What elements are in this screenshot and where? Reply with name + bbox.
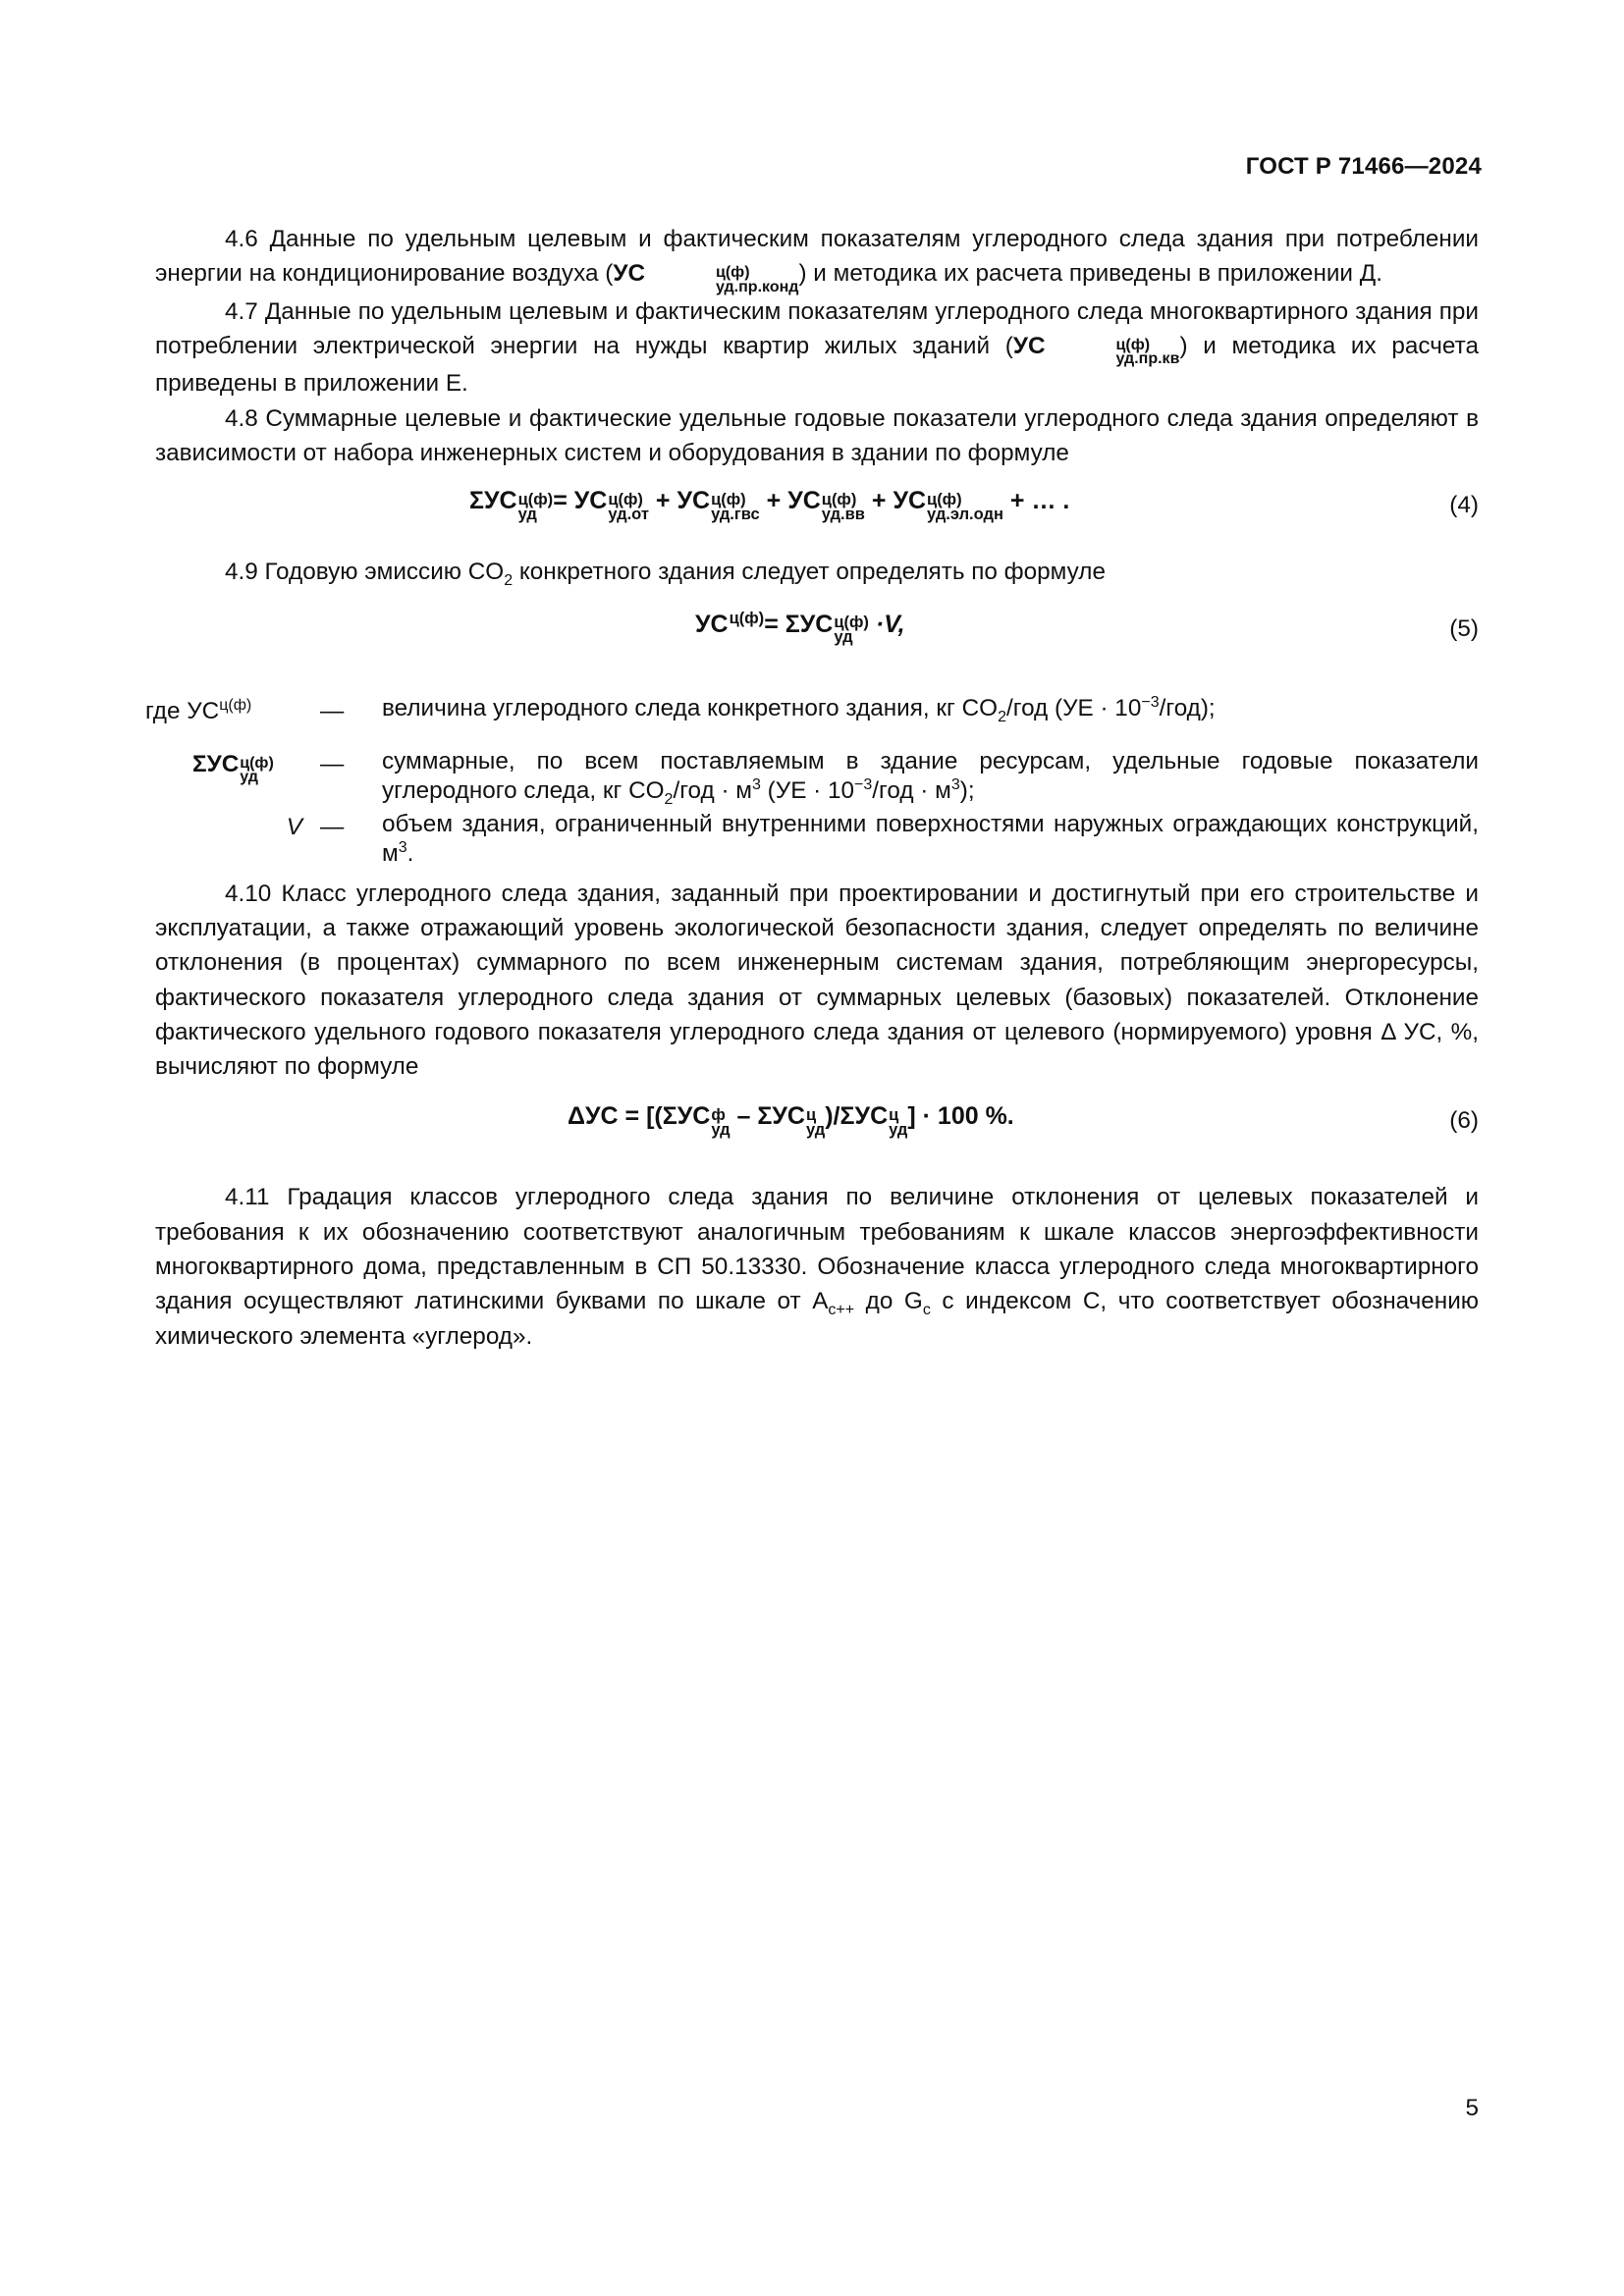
paragraph-4-7	[155, 294, 1479, 401]
formula-5	[155, 608, 1479, 659]
definition-dash: —	[320, 750, 345, 777]
formula-5-number: (5)	[1449, 614, 1479, 642]
formula-6	[155, 1099, 1479, 1150]
formula-6-number: (6)	[1449, 1107, 1479, 1135]
definition-row	[155, 747, 1479, 806]
formula-4-number: (4)	[1449, 492, 1479, 519]
definition-row	[155, 810, 1479, 869]
definition-text: суммарные, по всем поставляемым в здание ресурсам, удельные годовые показатели углеродного следа, кг $CO_2$/год · $м^3$ ($УЕ \cdot 10^{-3}$/год · $м^3$);	[382, 747, 1479, 808]
p47-text-b: ) и методика их расчета приведены в приложении Е.	[155, 333, 1479, 398]
definition-symbol: где $УС^{ц(ф)}$	[145, 695, 252, 724]
definition-text: величина углеродного следа конкретного здания, кг $CO_2$/год $(УЕ \cdot 10^{-3}/год)$;	[382, 692, 1216, 725]
paragraph-4-9: 4.9 Годовую эмиссию $CO_2$ конкретного здания следует определять по формуле	[225, 559, 1106, 590]
p46-text-a: 4.6 Данные по удельным целевым и фактическим показателям углеродного следа здания при потреблении энергии на кондиционирование воздуха (	[155, 226, 1479, 288]
paragraph-4-10: 4.10 Класс углеродного следа здания, заданный при проектировании и достигнутый при его строительстве и эксплуатации, а также отражающий уровень экологической безопасности здания, следует определять по величине отклонения (в процентах) суммарного по всем инженерным системам здания, потребляющим энергоресурсы, фактического показателя углеродного следа здания от суммарных целевых (базовых) показателей. Отклонение фактического удельного годового показателя углеродного следа здания от целевого (нормируемого) уровня Δ УС, %, вычисляют по формуле	[155, 880, 1479, 1081]
formula-4-expression: ΣУС ц(ф) уд = УС ц(ф) уд.от + УС ц(ф) уд.гвс + УС ц(ф) уд.вв + УС ц(ф) уд.эл.одн + … .	[469, 487, 1070, 523]
definition-text: объем здания, ограниченный внутренними поверхностями наружных ограждающих конструкций, $м^3$.	[382, 810, 1479, 867]
page-number: 5	[1465, 2095, 1479, 2121]
definition-dash: —	[320, 813, 345, 840]
symbol-definitions	[145, 692, 1479, 869]
p46-text-b: ) и методика их расчета приведены в приложении Д.	[798, 260, 1382, 288]
definition-dash: —	[320, 697, 345, 724]
p47-text-a: 4.7 Данные по удельным целевым и фактическим показателям углеродного следа многоквартирного здания при потреблении электрической энергии на нужды квартир жилых зданий (	[155, 297, 1479, 360]
p46-symbol: УС ц(ф) уд.пр.конд	[613, 260, 799, 295]
definition-symbol: V	[286, 813, 302, 840]
formula-4	[155, 484, 1479, 535]
definition-symbol: ΣУС ц(ф) уд	[192, 750, 274, 785]
page-content	[145, 222, 1480, 1354]
paragraph-4-6	[155, 222, 1479, 294]
formula-6-expression: ΔУС = [(ΣУС ф уд – ΣУС ц уд )/ΣУС ц уд ] · 100 %.	[568, 1102, 1014, 1139]
formula-5-expression: УС ц(ф) = ΣУС ц(ф) уд ·V,	[695, 609, 905, 647]
paragraph-4-8: 4.8 Суммарные целевые и фактические удельные годовые показатели углеродного следа здания определяют в зависимости от набора инженерных систем и оборудования в здании по формуле	[155, 404, 1479, 467]
definition-row	[145, 692, 1479, 725]
document-code: ГОСТ Р 71466—2024	[1245, 153, 1482, 180]
paragraph-4-11: 4.11 Градация классов углеродного следа здания по величине отклонения от целевых показателей и требования к их обозначению соответствуют аналогичным требованиям к шкале классов энергоэффективности многоквартирного дома, представленным в СП 50.13330. Обозначение класса углеродного следа многоквартирного здания осуществляют латинскими буквами по шкале от $A_{c++}$ до $G_c$ с индексом С, что соответствует обозначению химического элемента «углерод».	[155, 1184, 1480, 1350]
p47-symbol: УС ц(ф) уд.пр.кв	[1012, 333, 1180, 368]
